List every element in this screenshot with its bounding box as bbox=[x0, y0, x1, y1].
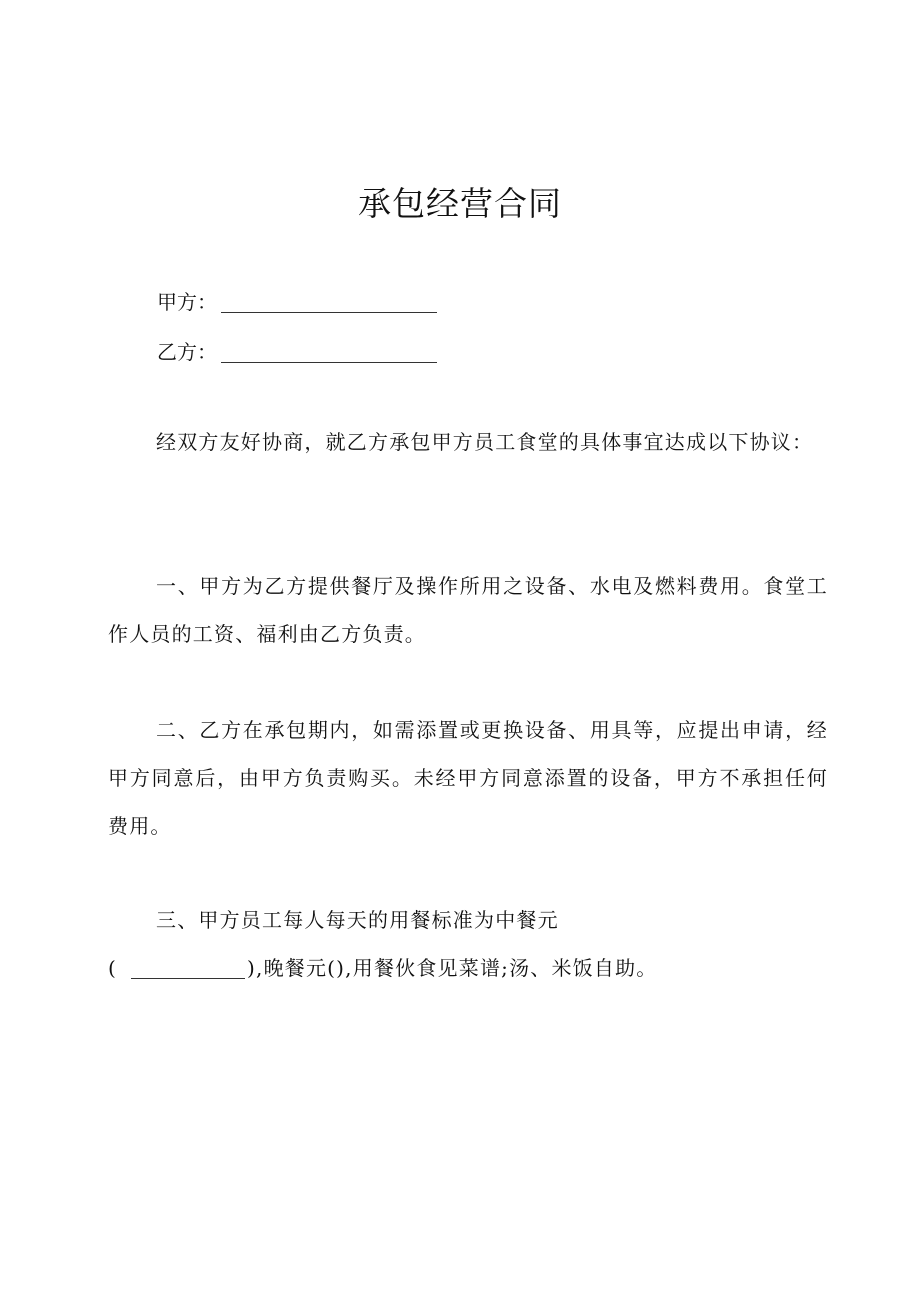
clause-3-open-paren: ( bbox=[108, 956, 118, 980]
clause-1: 一、甲方为乙方提供餐厅及操作所用之设备、水电及燃料费用。食堂工作人员的工资、福利由乙方负责。 bbox=[108, 574, 828, 646]
party-b-label: 乙方： bbox=[157, 340, 217, 364]
clause-3-line-2-text: ),晚餐元(),用餐伙食见菜谱;汤、米饭自助。 bbox=[247, 956, 658, 980]
party-a-label: 甲方： bbox=[157, 290, 217, 314]
clause-2: 二、乙方在承包期内，如需添置或更换设备、用具等，应提出申请，经甲方同意后，由甲方负责购买。未经甲方同意添置的设备，甲方不承担任何费用。 bbox=[108, 718, 828, 838]
clause-3 bbox=[108, 896, 828, 992]
document-title: 承包经营合同 bbox=[358, 184, 562, 223]
party-a-line bbox=[157, 286, 437, 315]
party-a-blank bbox=[221, 292, 437, 313]
clause-3-line-2 bbox=[108, 944, 828, 992]
lunch-price-blank bbox=[131, 958, 245, 979]
party-b-line bbox=[157, 336, 437, 365]
intro-paragraph: 经双方友好协商，就乙方承包甲方员工食堂的具体事宜达成以下协议： bbox=[156, 430, 814, 454]
clause-3-line-1: 三、甲方员工每人每天的用餐标准为中餐元 bbox=[156, 908, 559, 932]
party-b-blank bbox=[221, 342, 437, 363]
